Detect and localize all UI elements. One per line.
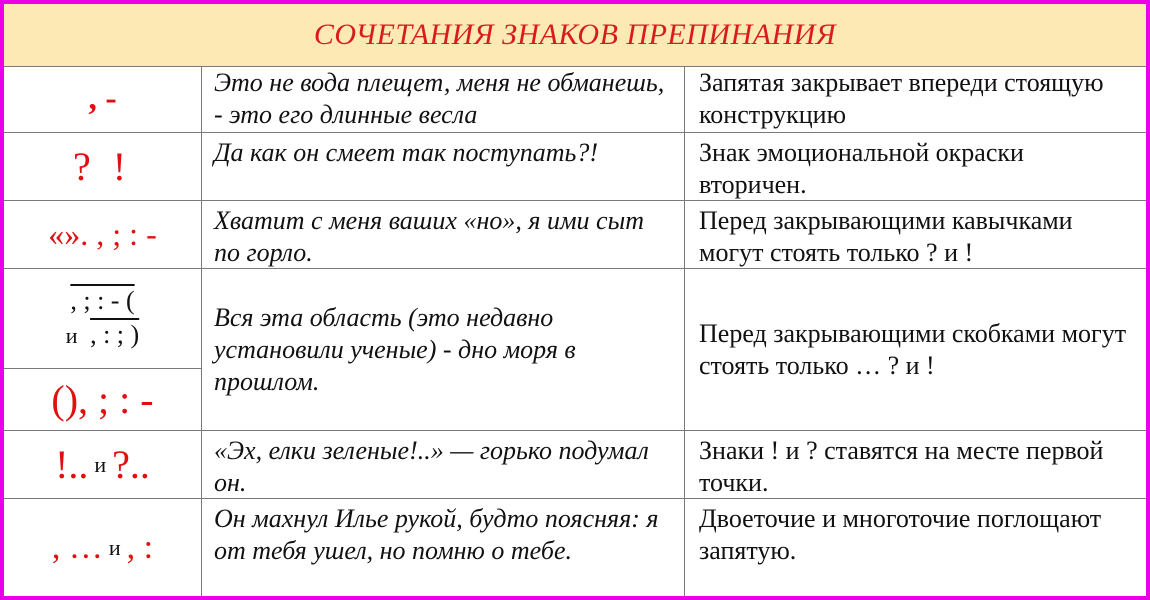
row4-symbol-line2-text: , : ; ) [90, 320, 140, 349]
row4-symbol-and: и [65, 323, 78, 348]
row2-example [202, 133, 684, 200]
row3-rule-text: Перед закрывающими кавычками могут стоять только ? и ! [699, 206, 1073, 267]
row3-rule [685, 201, 1146, 268]
row2-symbol [4, 133, 201, 200]
row6-example [202, 499, 684, 596]
row1-rule-text: Запятая закрывает впереди стоящую конструкцию [699, 68, 1104, 129]
row4-example [202, 269, 684, 430]
row2-symbol-text: ? ! [72, 144, 133, 189]
row2-rule [685, 133, 1146, 200]
row2-example-text: Да как он смеет так поступать?! [214, 138, 598, 167]
row3-example-text: Хватит с меня ваших «но», я ими сыт по горло. [214, 206, 644, 267]
row5-symbol-b: ?.. [112, 442, 150, 487]
row1-symbol-text: , - [88, 80, 117, 117]
row6-rule [685, 499, 1146, 596]
row3-symbol [4, 201, 201, 268]
row5-example-text: «Эх, елки зеленые!..» — горько подумал он. [214, 436, 649, 497]
row6-symbol-and: и [108, 534, 121, 560]
row5-example [202, 431, 684, 498]
row1-symbol [4, 66, 201, 132]
row4-symbol-line1 [70, 284, 134, 318]
row4-symbol-line2 [66, 318, 139, 353]
row4-symbol-line1-text: , ; : - ( [70, 286, 135, 315]
table-title: СОЧЕТАНИЯ ЗНАКОВ ПРЕПИНАНИЯ [4, 4, 1146, 67]
row5-rule [685, 431, 1146, 498]
row5-symbol [4, 431, 201, 498]
row4-example-text: Вся эта область (это недавно установили ученые) - дно моря в прошлом. [214, 302, 576, 396]
row1-example-text: Это не вода плещет, меня не обманешь, - это его длинные весла [214, 68, 665, 129]
row4-symbol-bottom [4, 369, 201, 430]
row6-symbol-b: , : [126, 528, 154, 566]
row6-rule-text: Двоеточие и многоточие поглощают запятую. [699, 504, 1102, 565]
row4-rule [685, 269, 1146, 430]
row5-rule-text: Знаки ! и ? ставятся на месте первой точки. [699, 436, 1104, 497]
row3-example [202, 201, 684, 268]
row5-symbol-and: и [94, 451, 107, 477]
row1-rule [685, 66, 1146, 132]
row4-symbol-top [4, 269, 201, 368]
row3-symbol-text: «». , ; : - [48, 216, 157, 252]
row6-symbol [4, 499, 201, 596]
row5-symbol-a: !.. [55, 442, 89, 487]
row1-example [202, 66, 684, 132]
row4-rule-text: Перед закрывающими скобками могут стоять только … ? и ! [699, 318, 1127, 380]
row6-symbol-a: , … [51, 528, 103, 566]
row6-example-text: Он махнул Илье рукой, будто поясняя: я от тебя ушел, но помню о тебе. [214, 504, 659, 565]
row2-rule-text: Знак эмоциональной окраски вторичен. [699, 138, 1024, 199]
row4-symbol-bottom-text: (), ; : - [51, 377, 154, 422]
